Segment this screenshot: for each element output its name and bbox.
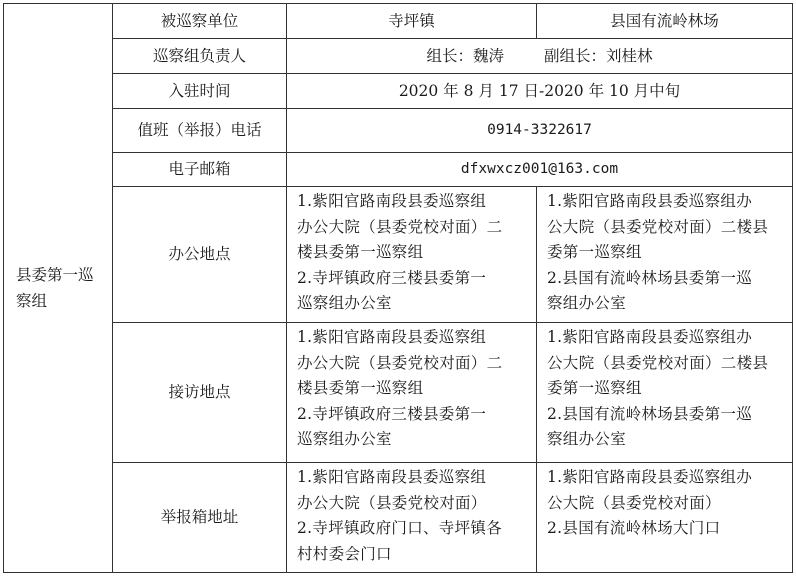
office-address-2-line: 公大院（县委党校对面）二楼县 (547, 217, 769, 236)
mailbox-address-2-line: 1.紫阳官路南段县委巡察组办 (547, 468, 752, 486)
leader-value (287, 39, 793, 74)
inspection-info-table (3, 3, 793, 573)
deputy-leader-name: 副组长：刘桂林 (544, 46, 653, 65)
visit-address-2-line: 1.紫阳官路南段县委巡察组办 (547, 328, 752, 346)
group-label: 县委第一巡察组 (16, 266, 94, 310)
mailbox-address-1-line: 2.寺坪镇政府门口、寺坪镇各 (297, 519, 502, 537)
leader-label: 巡察组负责人 (113, 39, 287, 74)
mailbox-address-1-line: 1.紫阳官路南段县委巡察组 (297, 468, 487, 486)
unit-label: 被巡察单位 (113, 4, 287, 39)
mailbox-address-2-line: 公大院（县委党校对面） (547, 493, 721, 512)
visit-label: 接访地点 (113, 323, 287, 463)
time-value: 2020 年 8 月 17 日-2020 年 10 月中旬 (287, 74, 793, 109)
group-label-cell (4, 4, 113, 573)
time-label: 入驻时间 (113, 74, 287, 109)
office-address-1-line: 巡察组办公室 (297, 294, 392, 312)
visit-address-2-line: 公大院（县委党校对面）二楼县 (547, 353, 769, 372)
mailbox-address-1 (287, 463, 537, 573)
office-address-2 (537, 187, 793, 323)
unit-value-1: 寺坪镇 (287, 4, 537, 39)
phone-value: 0914-3322617 (287, 109, 793, 153)
office-address-1-line: 1.紫阳官路南段县委巡察组 (297, 192, 487, 210)
office-address-2-line: 委第一巡察组 (547, 243, 642, 261)
visit-address-2-line: 察组办公室 (547, 430, 627, 448)
visit-address-2-line: 委第一巡察组 (547, 379, 642, 397)
visit-address-1-line: 楼县委第一巡察组 (297, 379, 424, 397)
visit-address-2 (537, 323, 793, 463)
visit-address-1-line: 巡察组办公室 (297, 430, 392, 448)
office-address-1-line: 楼县委第一巡察组 (297, 243, 424, 261)
mailbox-address-2-line: 2.县国有流岭林场大门口 (547, 519, 721, 537)
office-address-1-line: 2.寺坪镇政府三楼县委第一 (297, 268, 487, 287)
office-address-2-line: 察组办公室 (547, 294, 627, 312)
unit-value-2: 县国有流岭林场 (537, 4, 793, 39)
mailbox-address-1-line: 办公大院（县委党校对面） (297, 493, 487, 512)
mailbox-address-1-line: 村村委会门口 (297, 544, 392, 563)
visit-address-1-line: 1.紫阳官路南段县委巡察组 (297, 328, 487, 346)
visit-address-1-line: 办公大院（县委党校对面）二 (297, 353, 503, 372)
visit-address-1-line: 2.寺坪镇政府三楼县委第一 (297, 404, 487, 423)
office-address-1-line: 办公大院（县委党校对面）二 (297, 217, 503, 236)
mailbox-address-2 (537, 463, 793, 573)
visit-address-2-line: 2.县国有流岭林场县委第一巡 (547, 404, 752, 423)
office-label: 办公地点 (113, 187, 287, 323)
mailbox-label: 举报箱地址 (113, 463, 287, 573)
leader-name: 组长：魏涛 (426, 46, 504, 65)
office-address-1 (287, 187, 537, 323)
office-address-2-line: 1.紫阳官路南段县委巡察组办 (547, 192, 752, 210)
email-label: 电子邮箱 (113, 153, 287, 187)
visit-address-1 (287, 323, 537, 463)
phone-label: 值班（举报）电话 (113, 109, 287, 153)
office-address-2-line: 2.县国有流岭林场县委第一巡 (547, 268, 752, 287)
email-value: dfxwxcz001@163.com (287, 153, 793, 187)
